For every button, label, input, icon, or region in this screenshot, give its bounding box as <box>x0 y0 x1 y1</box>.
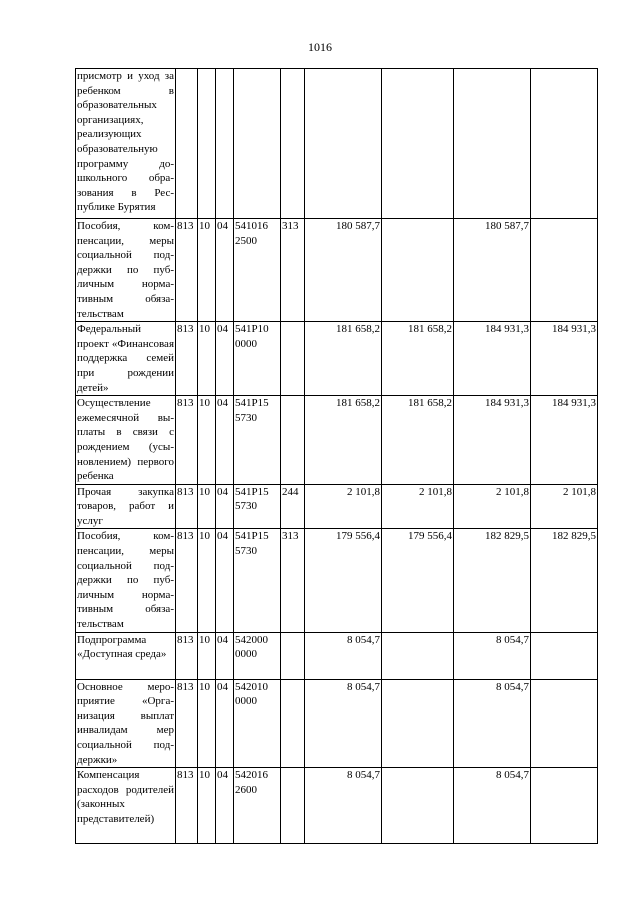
amount-2 <box>382 632 454 679</box>
amount-3 <box>454 69 531 219</box>
subsection-code: 04 <box>216 396 234 485</box>
amount-3: 184 931,3 <box>454 396 531 485</box>
table-row <box>76 632 598 679</box>
target-article-code: 542000 0000 <box>234 632 281 679</box>
expense-type-code <box>281 679 305 768</box>
grbs-code: 813 <box>176 484 198 529</box>
section-code: 10 <box>198 632 216 679</box>
row-name: Пособия, компенсации, меры социальной поддержки по публичным нормативным обязательствам <box>76 219 176 322</box>
amount-4 <box>531 679 598 768</box>
amount-4: 2 101,8 <box>531 484 598 529</box>
amount-2: 181 658,2 <box>382 322 454 396</box>
amount-1 <box>305 69 382 219</box>
amount-2 <box>382 679 454 768</box>
amount-4 <box>531 219 598 322</box>
row-name: Федеральный проект «Финансовая поддержка семей при рождении детей» <box>76 322 176 396</box>
amount-1: 8 054,7 <box>305 768 382 844</box>
grbs-code: 813 <box>176 632 198 679</box>
row-name: Подпрограмма «Доступная среда» <box>76 632 176 679</box>
section-code: 10 <box>198 219 216 322</box>
grbs-code: 813 <box>176 322 198 396</box>
amount-3: 8 054,7 <box>454 679 531 768</box>
amount-1: 8 054,7 <box>305 679 382 768</box>
amount-2: 181 658,2 <box>382 396 454 485</box>
subsection-code: 04 <box>216 632 234 679</box>
table-row <box>76 484 598 529</box>
amount-3: 8 054,7 <box>454 632 531 679</box>
subsection-code: 04 <box>216 322 234 396</box>
amount-2: 2 101,8 <box>382 484 454 529</box>
target-article-code <box>234 69 281 219</box>
target-article-code: 541P15 5730 <box>234 396 281 485</box>
grbs-code: 813 <box>176 219 198 322</box>
amount-3: 182 829,5 <box>454 529 531 632</box>
grbs-code <box>176 69 198 219</box>
row-name: Компенсация расходов родителей (законных представителей) <box>76 768 176 844</box>
amount-1: 181 658,2 <box>305 322 382 396</box>
target-article-code: 541P15 5730 <box>234 529 281 632</box>
section-code: 10 <box>198 529 216 632</box>
expense-type-code <box>281 322 305 396</box>
row-name: Основное мероприятие «Организация выплат инвалидам мер социальной поддержки» <box>76 679 176 768</box>
expense-type-code: 244 <box>281 484 305 529</box>
section-code: 10 <box>198 679 216 768</box>
amount-2 <box>382 768 454 844</box>
target-article-code: 541P10 0000 <box>234 322 281 396</box>
amount-1: 180 587,7 <box>305 219 382 322</box>
target-article-code: 542016 2600 <box>234 768 281 844</box>
amount-4: 184 931,3 <box>531 322 598 396</box>
table-row <box>76 396 598 485</box>
section-code: 10 <box>198 484 216 529</box>
grbs-code: 813 <box>176 529 198 632</box>
amount-3: 184 931,3 <box>454 322 531 396</box>
grbs-code: 813 <box>176 768 198 844</box>
section-code: 10 <box>198 768 216 844</box>
amount-3: 2 101,8 <box>454 484 531 529</box>
expense-type-code <box>281 768 305 844</box>
subsection-code <box>216 69 234 219</box>
section-code <box>198 69 216 219</box>
amount-4 <box>531 69 598 219</box>
amount-1: 2 101,8 <box>305 484 382 529</box>
table-row <box>76 69 598 219</box>
row-name: Осуществление ежемесячной выплаты в связи с рождением (усыновлением) первого ребенка <box>76 396 176 485</box>
amount-1: 8 054,7 <box>305 632 382 679</box>
row-name: присмотр и уход за ребенком в образовательных организациях, реализующих образовательную программу дошкольного образования в Республике Бурятия <box>76 69 176 219</box>
amount-3: 8 054,7 <box>454 768 531 844</box>
subsection-code: 04 <box>216 679 234 768</box>
table-row <box>76 529 598 632</box>
table-row <box>76 322 598 396</box>
page-number: 1016 <box>308 40 332 54</box>
target-article-code: 541016 2500 <box>234 219 281 322</box>
amount-2 <box>382 219 454 322</box>
target-article-code: 542010 0000 <box>234 679 281 768</box>
subsection-code: 04 <box>216 529 234 632</box>
amount-3: 180 587,7 <box>454 219 531 322</box>
subsection-code: 04 <box>216 219 234 322</box>
amount-4 <box>531 768 598 844</box>
table-row <box>76 219 598 322</box>
target-article-code: 541P15 5730 <box>234 484 281 529</box>
table-row <box>76 768 598 844</box>
grbs-code: 813 <box>176 679 198 768</box>
amount-1: 181 658,2 <box>305 396 382 485</box>
amount-4 <box>531 632 598 679</box>
expense-type-code <box>281 69 305 219</box>
row-name: Пособия, компенсации, меры социальной поддержки по публичным нормативным обязательствам <box>76 529 176 632</box>
expense-type-code: 313 <box>281 529 305 632</box>
amount-4: 182 829,5 <box>531 529 598 632</box>
section-code: 10 <box>198 322 216 396</box>
subsection-code: 04 <box>216 768 234 844</box>
grbs-code: 813 <box>176 396 198 485</box>
amount-4: 184 931,3 <box>531 396 598 485</box>
section-code: 10 <box>198 396 216 485</box>
amount-2: 179 556,4 <box>382 529 454 632</box>
amount-1: 179 556,4 <box>305 529 382 632</box>
budget-table <box>75 68 598 844</box>
amount-2 <box>382 69 454 219</box>
row-name: Прочая закупка товаров, работ и услуг <box>76 484 176 529</box>
expense-type-code <box>281 396 305 485</box>
table-row <box>76 679 598 768</box>
table-body <box>76 69 598 844</box>
subsection-code: 04 <box>216 484 234 529</box>
expense-type-code <box>281 632 305 679</box>
expense-type-code: 313 <box>281 219 305 322</box>
